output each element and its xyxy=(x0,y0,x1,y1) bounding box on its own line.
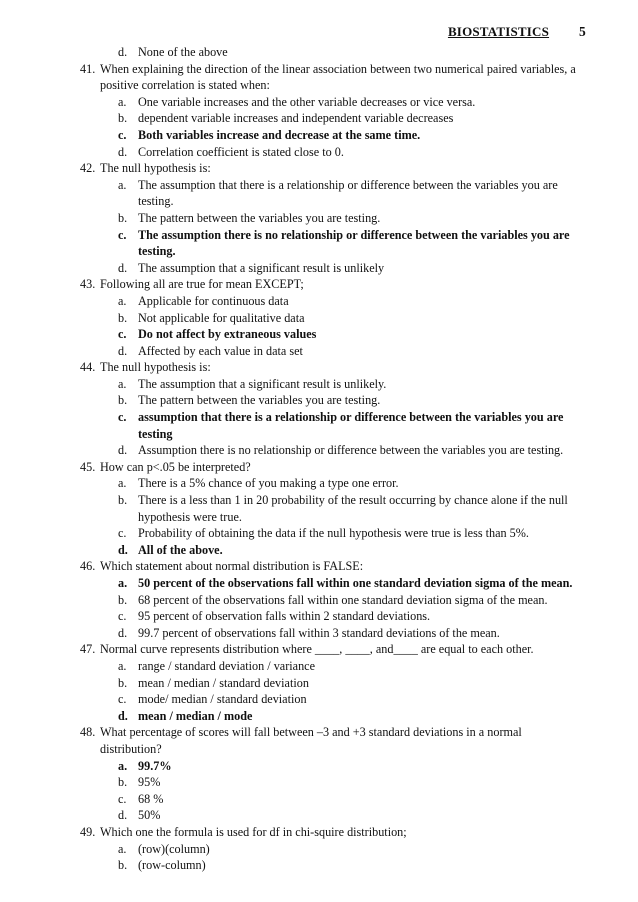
question-number: 46. xyxy=(80,559,96,574)
answer-option xyxy=(0,409,638,442)
option-text: The assumption there is no relationship or difference between the variables you are testing. xyxy=(138,227,570,259)
question-stem xyxy=(0,724,638,757)
question-number: 49. xyxy=(80,824,96,839)
question-number: 45. xyxy=(80,459,96,474)
option-label: d. xyxy=(118,625,128,640)
option-label: d. xyxy=(118,45,128,59)
option-text: The assumption that a significant result is unlikely xyxy=(138,260,385,275)
option-text: There is a 5% chance of you making a type one error. xyxy=(138,476,399,491)
option-label: b. xyxy=(118,493,128,508)
answer-option xyxy=(0,210,638,227)
answer-option xyxy=(0,392,638,409)
answer-option xyxy=(0,94,638,111)
option-text: mode/ median / standard deviation xyxy=(138,692,307,707)
option-text: mean / median / mode xyxy=(138,708,253,723)
question-stem xyxy=(0,558,638,575)
question-stem xyxy=(0,276,638,293)
answer-option xyxy=(0,293,638,310)
answer-option xyxy=(0,343,638,360)
answer-option xyxy=(0,675,638,692)
option-text: 95 percent of observation falls within 2 standard deviations. xyxy=(138,609,431,624)
answer-option xyxy=(0,260,638,277)
option-text: The assumption that a significant result is unlikely. xyxy=(138,376,387,391)
question-number: 44. xyxy=(80,360,96,375)
option-text: 50% xyxy=(138,808,161,823)
answer-option xyxy=(0,492,638,525)
option-label: c. xyxy=(118,692,127,707)
answer-option xyxy=(0,110,638,127)
option-label: b. xyxy=(118,210,128,225)
page-header xyxy=(448,24,586,40)
option-text: Applicable for continuous data xyxy=(138,293,289,308)
answer-option xyxy=(0,857,638,874)
question-number: 43. xyxy=(80,277,96,292)
answer-option xyxy=(0,841,638,858)
option-label: a. xyxy=(118,841,127,856)
option-label: d. xyxy=(118,260,128,275)
question-list xyxy=(0,44,638,874)
option-text: Assumption there is no relationship or difference between the variables you are testing. xyxy=(138,443,564,458)
option-label: c. xyxy=(118,127,127,142)
question-number: 48. xyxy=(80,725,96,740)
option-label: b. xyxy=(118,310,128,325)
answer-option xyxy=(0,774,638,791)
question-text: Following all are true for mean EXCEPT; xyxy=(100,277,304,292)
option-label: b. xyxy=(118,775,128,790)
option-label: a. xyxy=(118,293,127,308)
option-label: b. xyxy=(118,592,128,607)
option-label: c. xyxy=(118,410,127,425)
question-stem xyxy=(0,459,638,476)
option-label: d. xyxy=(118,144,128,159)
question-text: Which statement about normal distribution is FALSE: xyxy=(100,559,364,574)
question-stem xyxy=(0,61,638,94)
answer-option xyxy=(0,127,638,144)
option-text: The assumption that there is a relationship or difference between the variables you are testing. xyxy=(138,177,558,209)
answer-option xyxy=(0,227,638,260)
question-stem xyxy=(0,641,638,658)
option-text: 68 percent of the observations fall within one standard deviation sigma of the mean. xyxy=(138,592,548,607)
answer-option xyxy=(0,326,638,343)
answer-option xyxy=(0,758,638,775)
question-text: The null hypothesis is: xyxy=(100,360,211,375)
answer-option xyxy=(0,376,638,393)
header-title: BIOSTATISTICS xyxy=(447,24,550,39)
option-text: range / standard deviation / variance xyxy=(138,658,315,673)
option-label: d. xyxy=(118,808,128,823)
option-text: Not applicable for qualitative data xyxy=(138,310,305,325)
question-text: Which one the formula is used for df in chi-squire distribution; xyxy=(100,824,407,839)
answer-option xyxy=(0,542,638,559)
option-label: a. xyxy=(118,94,127,109)
question-number: 41. xyxy=(80,61,96,76)
question-stem xyxy=(0,359,638,376)
question-text: When explaining the direction of the linear association between two numerical paired variables, a positive correlation is stated when: xyxy=(100,61,576,93)
option-label: a. xyxy=(118,758,128,773)
option-label: c. xyxy=(118,526,127,541)
question-text: Normal curve represents distribution where ____, ____, and____ are equal to each other. xyxy=(100,642,534,657)
option-label: c. xyxy=(118,327,127,342)
answer-option xyxy=(0,525,638,542)
answer-option xyxy=(0,575,638,592)
option-label: b. xyxy=(118,675,128,690)
option-text: mean / median / standard deviation xyxy=(138,675,309,690)
option-label: a. xyxy=(118,576,128,590)
option-text: 99.7 percent of observations fall within 3 standard deviations of the mean. xyxy=(138,625,500,640)
option-label: c. xyxy=(118,791,127,806)
option-text: One variable increases and the other variable decreases or vice versa. xyxy=(138,94,476,109)
option-label: b. xyxy=(118,858,128,873)
answer-option xyxy=(0,177,638,210)
option-text: (row-column) xyxy=(138,858,206,873)
option-label: d. xyxy=(118,542,128,557)
question-number: 47. xyxy=(80,642,96,657)
question-text: How can p<.05 be interpreted? xyxy=(100,459,251,474)
option-text: 68 % xyxy=(138,791,164,806)
question-stem xyxy=(0,160,638,177)
answer-option xyxy=(0,807,638,824)
option-text: None of the above xyxy=(138,45,228,59)
answer-option xyxy=(0,144,638,161)
question-stem xyxy=(0,824,638,841)
answer-option xyxy=(0,608,638,625)
option-text: The pattern between the variables you are testing. xyxy=(138,393,381,408)
answer-option xyxy=(0,592,638,609)
option-label: a. xyxy=(118,476,127,491)
question-text: The null hypothesis is: xyxy=(100,161,211,176)
option-label: d. xyxy=(118,343,128,358)
option-label: c. xyxy=(118,609,127,624)
option-text: assumption that there is a relationship or difference between the variables you are testing xyxy=(138,410,564,441)
option-text: Affected by each value in data set xyxy=(138,343,303,358)
option-label: d. xyxy=(118,708,128,723)
option-text: Correlation coefficient is stated close to 0. xyxy=(138,144,344,159)
option-text: dependent variable increases and independent variable decreases xyxy=(138,111,454,126)
question-text: What percentage of scores will fall between –3 and +3 standard deviations in a normal distribution? xyxy=(100,725,522,756)
answer-option xyxy=(0,310,638,327)
option-text: Do not affect by extraneous values xyxy=(138,327,317,342)
option-text: Probability of obtaining the data if the null hypothesis were true is less than 5%. xyxy=(138,526,529,541)
option-label: d. xyxy=(118,443,128,458)
option-label: b. xyxy=(118,111,128,126)
option-text: 95% xyxy=(138,775,161,790)
option-text: All of the above. xyxy=(138,542,223,557)
answer-option xyxy=(0,625,638,642)
option-text: There is a less than 1 in 20 probability of the result occurring by chance alone if the null hypothesis were true. xyxy=(138,493,568,524)
answer-option xyxy=(0,791,638,808)
option-text: (row)(column) xyxy=(138,841,210,856)
option-label: a. xyxy=(118,658,127,673)
option-text: 50 percent of the observations fall within one standard deviation sigma of the mean. xyxy=(138,576,573,590)
answer-option xyxy=(0,658,638,675)
option-label: a. xyxy=(118,376,127,391)
option-text: The pattern between the variables you are testing. xyxy=(138,210,381,225)
answer-option xyxy=(0,691,638,708)
option-label: a. xyxy=(118,177,127,192)
option-text: 99.7% xyxy=(138,758,172,773)
answer-option xyxy=(0,708,638,725)
option-text: Both variables increase and decrease at the same time. xyxy=(138,127,421,142)
answer-option xyxy=(0,475,638,492)
answer-option xyxy=(0,44,638,61)
question-number: 42. xyxy=(80,161,96,176)
option-label: c. xyxy=(118,227,127,242)
page-number: 5 xyxy=(579,24,586,39)
option-label: b. xyxy=(118,393,128,408)
answer-option xyxy=(0,442,638,459)
